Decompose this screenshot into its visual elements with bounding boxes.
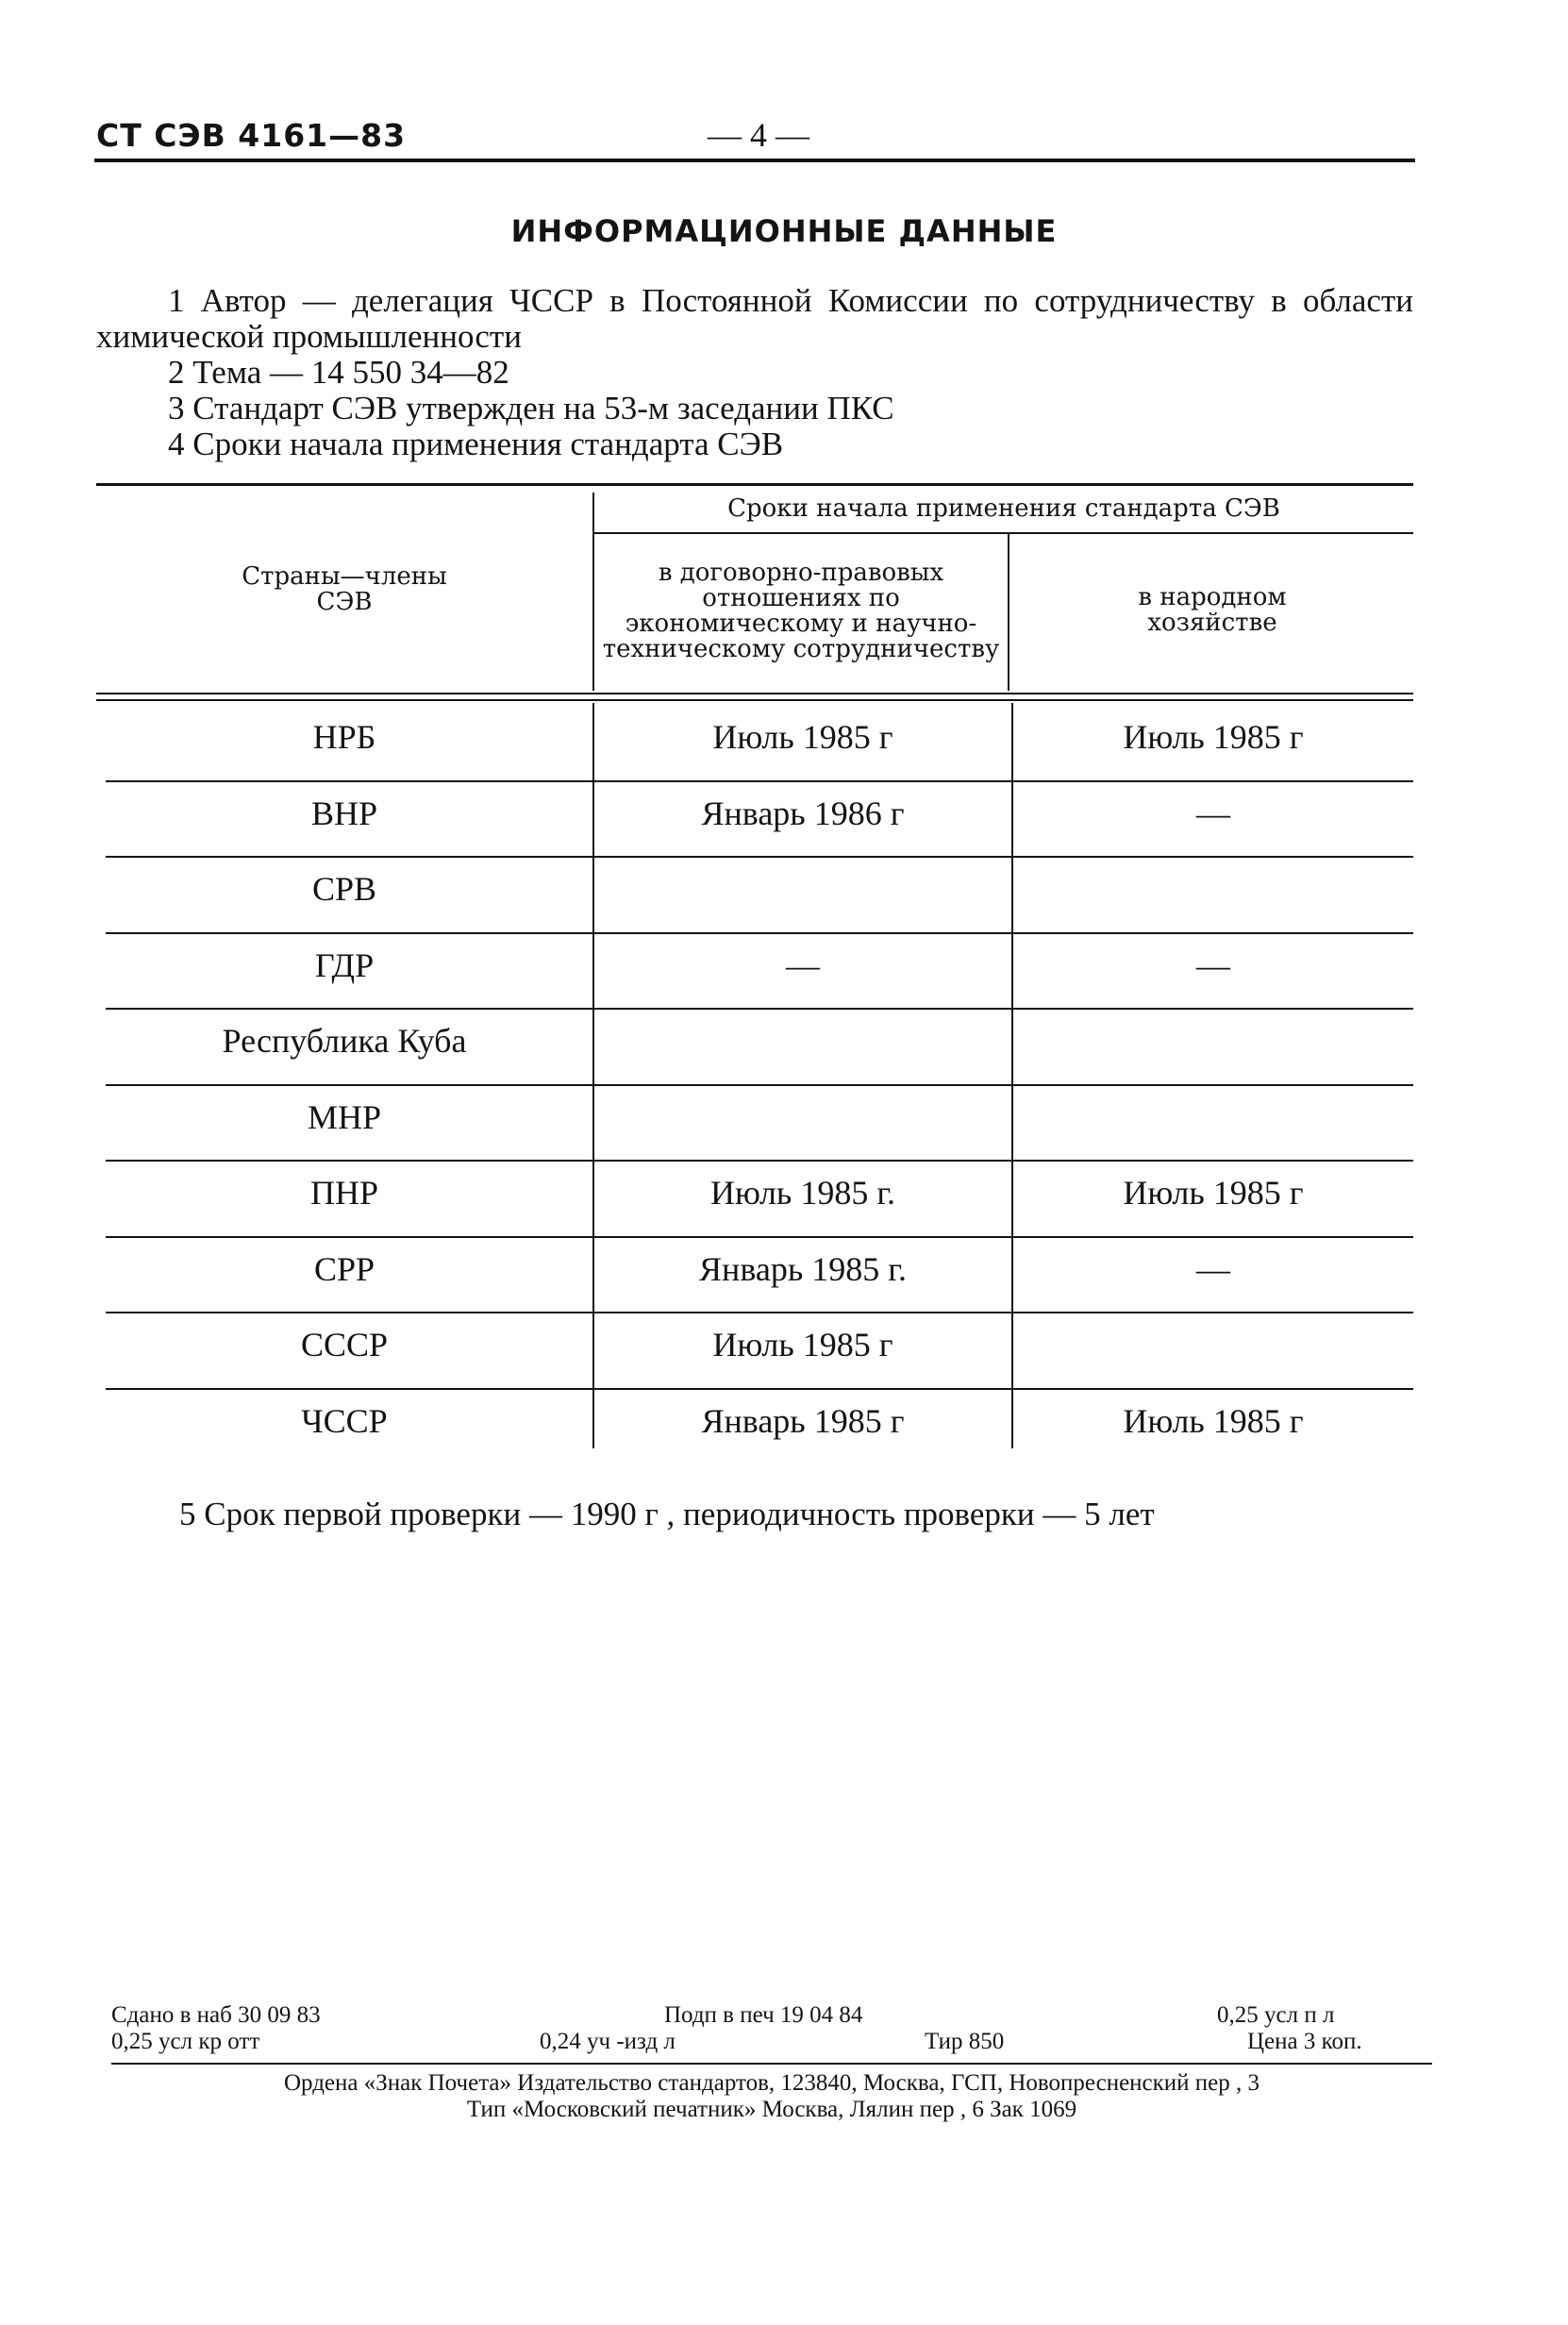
- header-divider-left: [592, 493, 594, 691]
- header-rule: [94, 159, 1415, 162]
- th-country: Страны—члены СЭВ: [242, 562, 447, 616]
- cell-contract: Июль 1985 г.: [709, 1174, 896, 1212]
- page-title: ИНФОРМАЦИОННЫЕ ДАННЫЕ: [510, 213, 1058, 249]
- row-rule: [106, 1388, 1413, 1390]
- imprint-sent: Сдано в наб 30 09 83: [111, 2002, 321, 2028]
- cell-contract: —: [786, 945, 820, 984]
- cell-country: ГДР: [314, 945, 375, 984]
- cell-economy: —: [1196, 794, 1230, 832]
- imprint-tir: Тир 850: [925, 2029, 1005, 2054]
- imprint-rule: [111, 2063, 1432, 2065]
- row-rule: [106, 1312, 1413, 1313]
- cell-economy: Июль 1985 г: [1123, 718, 1304, 756]
- document-code: СТ СЭВ 4161—83: [96, 117, 407, 154]
- row-rule: [106, 780, 1413, 782]
- cell-country: ВНР: [310, 794, 378, 832]
- item-approved: 3 Стандарт СЭВ утвержден на 53-м заседании ПКС: [168, 390, 894, 427]
- cell-contract: Январь 1986 г: [701, 794, 905, 832]
- th-contract: в договорно-правовых отношениях по экономическому и научно-техническому сотрудничеству: [602, 559, 1000, 663]
- row-rule: [106, 932, 1413, 934]
- imprint-izd: 0,24 уч -изд л: [540, 2029, 676, 2054]
- header-rule-a: [96, 693, 1413, 694]
- item-author: 1 Автор — делегация ЧССР в Постоянной Комиссии по сотрудничеству в области химической промышленности: [96, 282, 1413, 355]
- item-topic: 2 Тема — 14 550 34—82: [168, 354, 509, 391]
- imprint-kr: 0,25 усл кр отт: [111, 2029, 260, 2054]
- th-economy: в народном хозяйстве: [1138, 583, 1287, 637]
- imprint-price: Цена 3 коп.: [1247, 2029, 1362, 2054]
- row-rule: [106, 1160, 1413, 1162]
- group-rule: [594, 532, 1413, 534]
- header-divider-right: [1008, 534, 1009, 691]
- row-rule: [106, 1236, 1413, 1238]
- cell-country: Республика Куба: [222, 1022, 467, 1060]
- cell-contract: Январь 1985 г: [701, 1401, 905, 1440]
- cell-contract: Январь 1985 г.: [699, 1249, 907, 1288]
- imprint-pl: 0,25 усл п л: [1217, 2002, 1335, 2028]
- cell-country: НРБ: [312, 718, 376, 756]
- imprint-publisher: Ордена «Знак Почета» Издательство стандартов, 123840, Москва, ГСП, Новопресненский пер , 3: [283, 2070, 1260, 2096]
- cell-country: МНР: [307, 1097, 382, 1136]
- imprint-signed: Подп в печ 19 04 84: [664, 2002, 863, 2028]
- cell-economy: —: [1196, 1249, 1230, 1288]
- th-group: Сроки начала применения стандарта СЭВ: [727, 494, 1280, 523]
- cell-economy: Июль 1985 г: [1123, 1401, 1304, 1440]
- row-rule: [106, 1008, 1413, 1010]
- item-review: 5 Срок первой проверки — 1990 г , периодичность проверки — 5 лет: [179, 1496, 1155, 1532]
- table-top-rule: [96, 483, 1413, 486]
- cell-country: ПНР: [309, 1174, 379, 1212]
- cell-country: ЧССР: [301, 1401, 388, 1440]
- cell-economy: Июль 1985 г: [1123, 1174, 1304, 1212]
- cell-country: СРВ: [311, 870, 377, 908]
- row-rule: [106, 856, 1413, 858]
- page-number: — 4 —: [708, 116, 809, 154]
- cell-contract: Июль 1985 г: [712, 718, 893, 756]
- cell-country: СССР: [300, 1326, 389, 1363]
- item-start-dates: 4 Сроки начала применения стандарта СЭВ: [168, 426, 784, 462]
- cell-contract: Июль 1985 г: [712, 1326, 893, 1363]
- row-rule: [106, 1084, 1413, 1086]
- cell-economy: —: [1196, 945, 1230, 984]
- cell-country: СРР: [313, 1249, 375, 1288]
- imprint-printer: Тип «Московский печатник» Москва, Лялин пер , 6 Зак 1069: [466, 2097, 1077, 2122]
- header-rule-b: [96, 699, 1413, 701]
